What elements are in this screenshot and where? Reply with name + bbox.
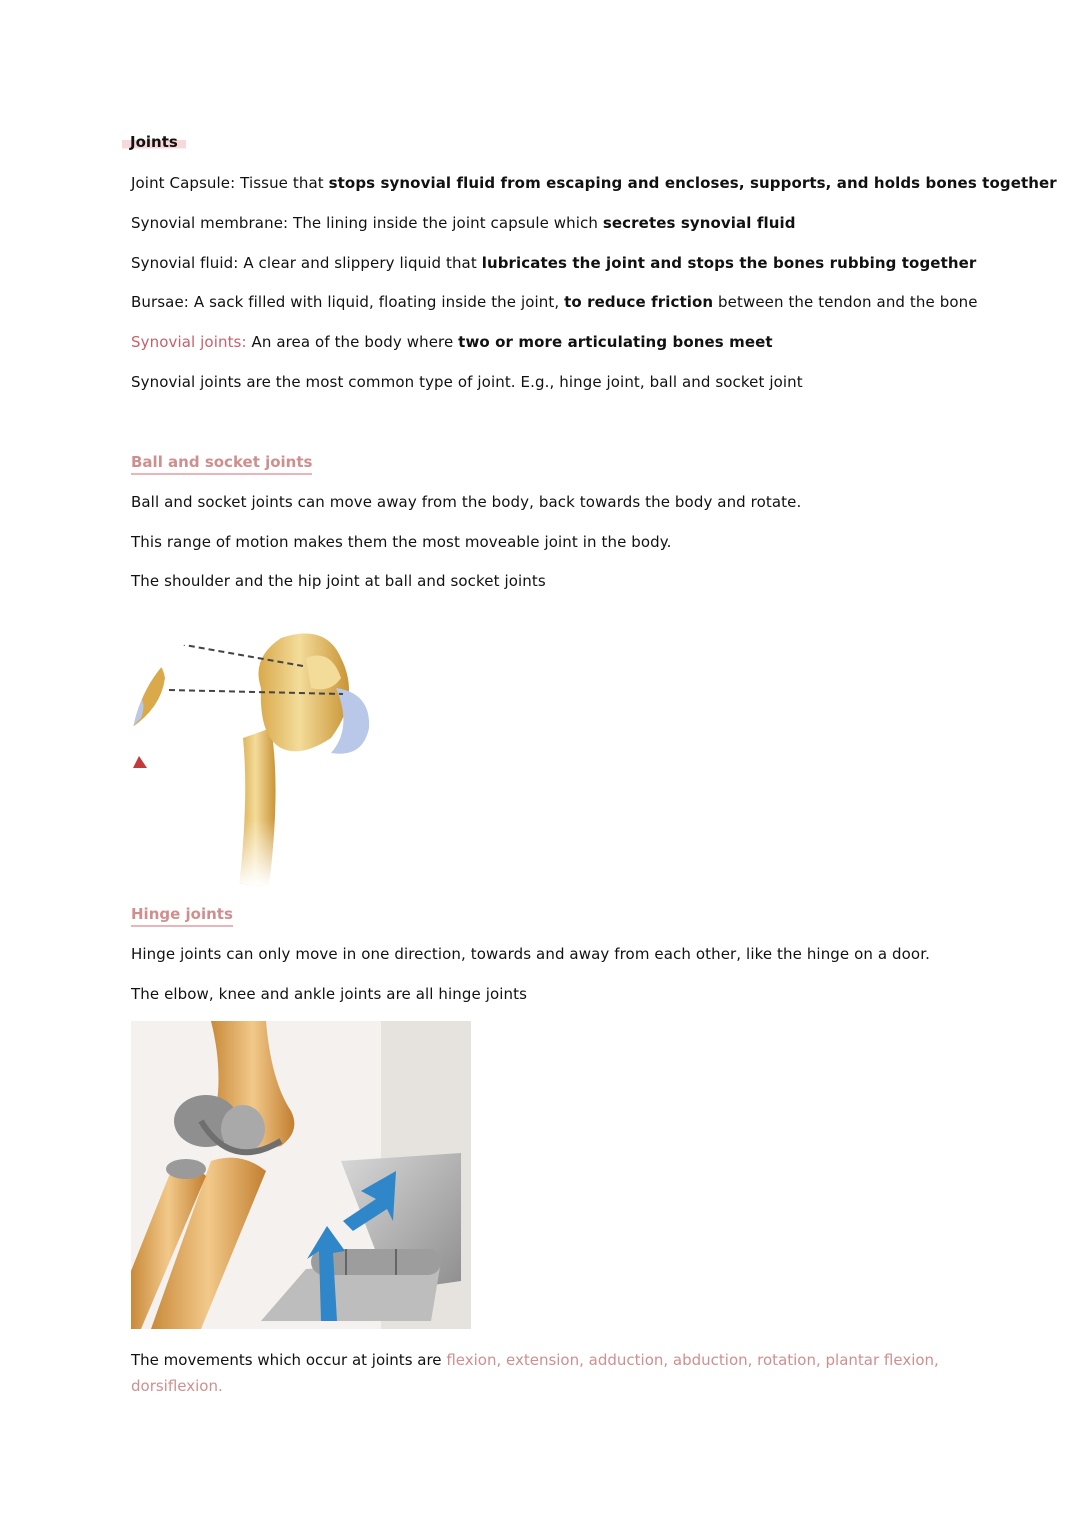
definition-bold: secretes synovial fluid	[602, 214, 796, 232]
definition-term: Bursae:	[131, 293, 189, 311]
definition-bold: lubricates the joint and stops the bones rubbing together	[481, 254, 977, 272]
definition-joint-capsule	[131, 172, 1057, 194]
movements-list: flexion, extension, adduction, abduction, rotation, plantar flexion, dorsiflexion.	[131, 1351, 939, 1395]
definition-text: A sack filled with liquid, floating inside the joint,	[188, 293, 565, 311]
hinge-heading: Hinge joints	[131, 904, 233, 927]
hinge-joint-svg	[131, 1021, 471, 1329]
movements-paragraph	[131, 1347, 951, 1399]
shoulder-joint-svg	[131, 618, 399, 886]
synovial-note: Synovial joints are the most common type of joint. E.g., hinge joint, ball and socket joint	[131, 373, 803, 391]
definition-bursae	[131, 291, 978, 313]
definition-tail: between the tendon and the bone	[713, 293, 978, 311]
movements-lead: The movements which occur at joints are	[131, 1351, 447, 1369]
hinge-joint-illustration	[131, 1021, 471, 1329]
definition-text: The lining inside the joint capsule which	[288, 214, 603, 232]
definition-term: Joint Capsule:	[131, 174, 236, 192]
hinge-line-2: The elbow, knee and ankle joints are all hinge joints	[131, 985, 528, 1003]
ball-socket-line-3: The shoulder and the hip joint at ball and socket joints	[131, 572, 546, 590]
definition-term: Synovial membrane:	[131, 214, 289, 232]
definition-bold: to reduce friction	[564, 293, 714, 311]
page-title: Joints	[122, 133, 186, 151]
definition-term: Synovial joints:	[131, 333, 247, 351]
definition-synovial-membrane	[131, 212, 796, 234]
definition-bold: two or more articulating bones meet	[458, 333, 773, 351]
ball-socket-heading: Ball and socket joints	[131, 452, 312, 475]
definition-synovial-joints	[131, 331, 773, 353]
definition-text: An area of the body where	[246, 333, 459, 351]
ball-socket-line-2: This range of motion makes them the most moveable joint in the body.	[131, 533, 672, 551]
definition-synovial-fluid	[131, 252, 976, 274]
definition-bold: stops synovial fluid from escaping and encloses, supports, and holds bones together	[328, 174, 1057, 192]
shoulder-joint-illustration	[131, 618, 399, 886]
definition-text: Tissue that	[235, 174, 329, 192]
ball-socket-line-1: Ball and socket joints can move away from the body, back towards the body and rotate.	[131, 493, 802, 511]
definition-term: Synovial fluid:	[131, 254, 239, 272]
hinge-line-1: Hinge joints can only move in one direction, towards and away from each other, like the hinge on a door.	[131, 945, 930, 963]
definition-text: A clear and slippery liquid that	[238, 254, 482, 272]
